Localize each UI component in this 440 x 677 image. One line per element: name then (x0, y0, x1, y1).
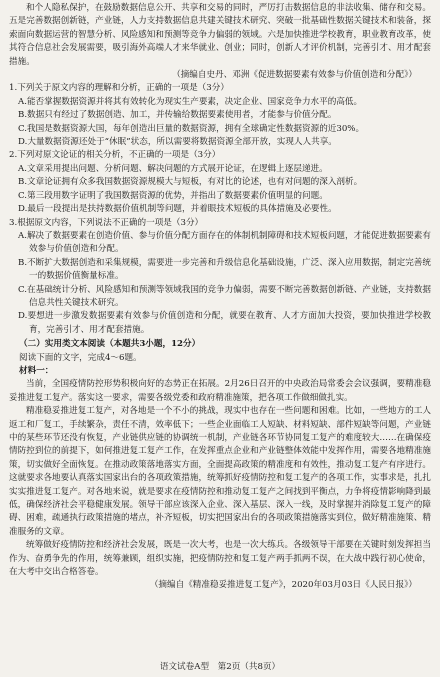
question-1 (9, 82, 431, 149)
question-1-option-c: C.我国是数据资源大国，每年创造出巨量的数据资源，拥有全球确定性数据资源的近30%。 (18, 123, 365, 134)
question-1-option-d: D.大量数据资源还处于“休眠”状态，所以需要将数据资源全部开放，实现人人共享。 (18, 137, 337, 148)
page-footer: 语文试卷A型 第2页（共8页） (159, 661, 281, 672)
question-3-stem: 3.根据原文内容，下列说法不正确的一项是（3分） (9, 217, 204, 228)
question-2 (9, 149, 431, 216)
question-1-option-a: A.能否掌握数据资源并将其有效转化为现实生产要素，决定企业、国家竞争力水平的高低。 (18, 96, 363, 107)
question-2-option-b: B.文章论证拥有众多我国数据资源规模大与短板，有对比的论述，也有对问题的深入剖析。 (18, 177, 363, 188)
question-3-option-b: B.不断扩大数据创造和采集规模，需要进一步完善和升级信息化基础设施，广泛、深入应用数据，制定完善统一的数据价值衡量标准。 (18, 257, 431, 282)
section-2-instruction: 阅读下面的文字，完成4～6题。 (19, 352, 142, 363)
question-3-option-a: A.解决了数据要素在创造价值、参与价值分配方面存在的体制机制障碍和技术短板问题，才能促进数据要素有效参与价值创造和分配。 (18, 230, 431, 255)
question-1-stem: 1.下列关于原文内容的理解和分析，正确的一项是（3分） (9, 83, 229, 94)
intro-paragraph: 和个人隐私保护，在鼓励数据信息公开、共享和交易的同时，严厉打击数据信息的非法收集、储存和交易。五是完善数据创新链，产业链，人力支持数据信息共建关键技术研究、突破一批基础性数据关键技术和装备，探索面向数据运营的智慧分析、风险感知和预测等竞争力偏弱的领域。六是加快推进学校教育，职业教育改革，使其符合信息社会发展需要，吸引海外高端人才来华就业、创业；同时，创新人才评价机制，完善引才、用才配套措施。 (9, 3, 431, 67)
question-3-option-c: C.在基础统计分析、风险感知和预测等领域我国的竞争力偏弱，需要不断完善数据创新链、产业链，支持数据信息共性关键技术研究。 (18, 284, 431, 308)
question-3-option-d: D.要想进一步激发数据要素有效参与价值创造和分配，就要在教育、人才方面加大投资，要加快推进学校教育，完善引才、用才配套措施。 (18, 311, 431, 335)
body-paragraph-3: 统筹做好疫情防控和经济社会发展，既是一次大考，也是一次大练兵。各级领导干部要在关键时刻发挥担当作为、奋勇争先的作用，统筹兼顾，组织实施，把疫情防控和复工复产两手抓两不误，在大战中践行初心使命，在大考中交出合格答卷。 (9, 540, 431, 578)
material-1-label: 材料一： (19, 365, 54, 376)
question-2-option-a: A.文章采用提出问题、分析问题、解决问题的方式展开论证，在逻辑上逐层递进。 (18, 163, 328, 174)
section-2-heading: （二）实用类文本阅读（本题共3小题，12分） (19, 339, 201, 350)
question-2-option-d: D.最后一段提出是扶持数据价值机制等问题，并着眼技术短板的具体措施及必要性。 (18, 204, 337, 215)
question-3 (9, 217, 431, 338)
intro-source: （摘编自史丹、邓洲《促进数据要素有效参与价值创造和分配》） (172, 70, 417, 81)
body-paragraph-2: 精准稳妥推进复工复产，对各地是一个不小的挑战，现实中也存在一些问题和困难。比如，一些地方的工人返工和厂复工，手续繁杂，责任不清，效率低下；一些企业面临工人短缺、材料短缺、部件短缺等问题，产业链中的某些环节还没有恢复，产业链供应链的协调统一机制，产业链各环节协同复工复产的难度较大……在确保疫情防控到位的前提下，如何推进复工复产工作，在发挥重点企业和产业链整体效能中发挥作用，需要各地精准施策，切实做好全面恢复。在推动政策落地落实方面，全面提高政策的精准度和有效性，推动复工复产有序进行。这就要求各地要认真落实国家出台的各项政策措施，统筹抓好疫情防控和复工复产的各项工作，实事求是，扎扎实实推进复工复产。对各地来说，就是要求在疫情防控和推动复工复产之间找到平衡点，力争将疫情影响降到最低，确保经济社会平稳健康发展。领导干部应该深入企业、深入基层、深入一线，及时掌握并消除复工复产的障碍、困难，疏通执行政策措施的堵点，补齐短板，切实把国家出台的各项政策措施落实到位，做好精准施策、精准服务的文章。 (9, 406, 431, 537)
question-2-stem: 2.下列对原文论证的相关分析，不正确的一项是（3分） (9, 150, 221, 161)
material-1-source: （摘编自《精准稳妥推进复工复产》，2020年03月03日《人民日报》） (149, 580, 417, 591)
body-paragraph-1: 当前，全国疫情防控形势积极向好的态势正在拓展。2月26日召开的中央政治局常委会会议强调，要精准稳妥推进复工复产。落实这一要求，需要各级党委和政府精准施策，把各项工作做细做扎实。 (9, 379, 431, 403)
question-1-option-b: B.数据只有经过了数据创造、加工，并传输给数据要素使用者，才能参与价值分配。 (18, 110, 337, 121)
question-2-option-c: C.第三段用数字证明了我国数据资源的优势，并指出了数据要素价值明显的问题。 (18, 190, 328, 201)
